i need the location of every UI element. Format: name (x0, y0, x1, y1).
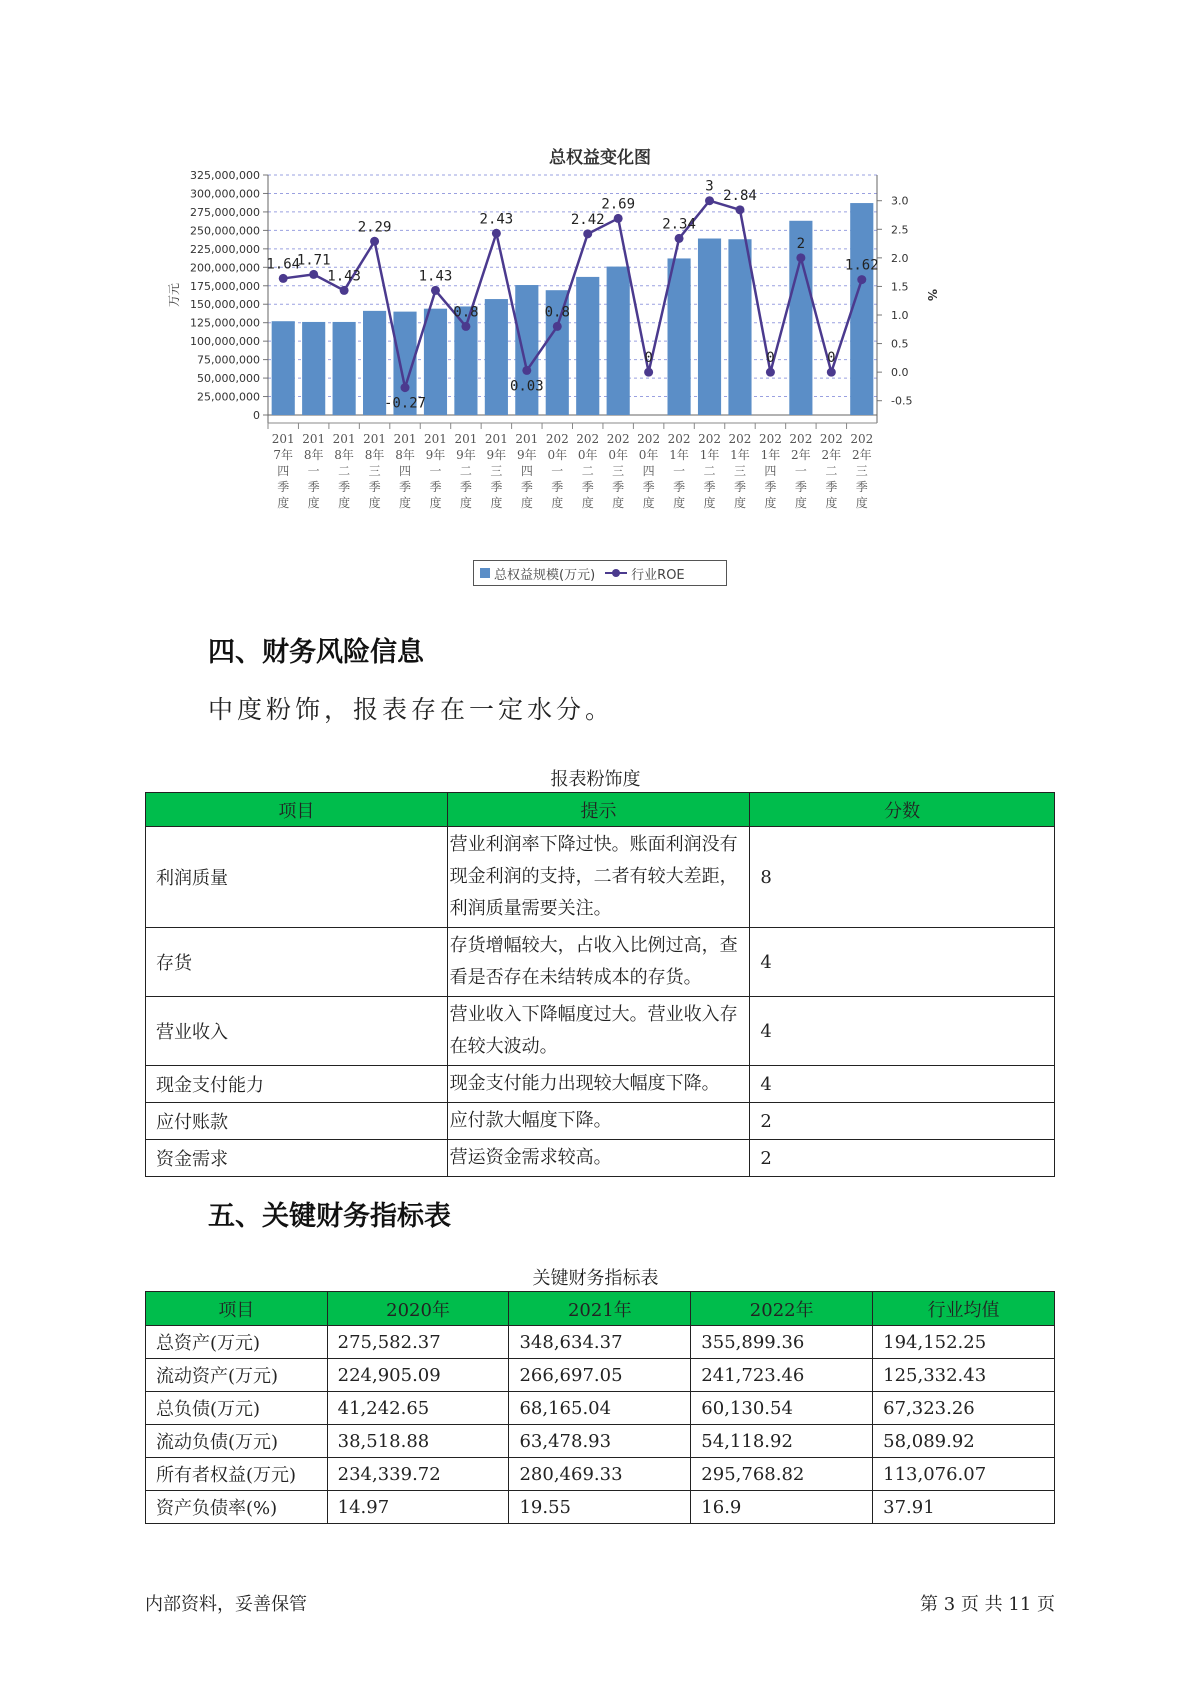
category-label: 度 (642, 496, 655, 510)
category-label: 202 (850, 432, 874, 446)
category-label: 季 (673, 480, 686, 494)
kpi-item: 总负债(万元) (146, 1392, 328, 1425)
category-label: 度 (673, 496, 686, 510)
kpi-value: 295,768.82 (691, 1458, 873, 1491)
equity-bar (485, 299, 508, 415)
roe-point (522, 366, 531, 375)
risk-score: 2 (750, 1103, 1055, 1140)
equity-bar (302, 322, 325, 415)
risk-header-score: 分数 (750, 793, 1055, 827)
left-tick-label: 75,000,000 (197, 353, 260, 367)
right-tick-label: 1.5 (891, 280, 909, 294)
roe-data-label: 1.64 (266, 256, 301, 273)
legend-bar-swatch (480, 568, 490, 578)
table-row (146, 1140, 1055, 1177)
category-label: 二 (338, 464, 351, 478)
roe-data-label: 1.43 (418, 268, 453, 285)
legend-line-swatch (605, 568, 627, 578)
risk-header-tip: 提示 (447, 793, 750, 827)
risk-table-header-row (146, 793, 1055, 827)
category-label: 202 (819, 432, 843, 446)
category-label: 8年 (334, 448, 354, 462)
equity-chart (150, 135, 1050, 595)
left-tick-label: 150,000,000 (190, 298, 260, 312)
kpi-value: 37.91 (873, 1491, 1055, 1524)
roe-data-label: 2.84 (723, 187, 757, 204)
right-tick-label: -0.5 (891, 394, 913, 408)
kpi-table-caption: 关键财务指标表 (532, 1268, 659, 1289)
table-row (146, 997, 1055, 1066)
category-label: 202 (576, 432, 600, 446)
right-tick-label: 1.0 (891, 309, 909, 322)
left-tick-label: 275,000,000 (190, 205, 260, 219)
equity-bar (850, 203, 873, 415)
left-tick-label: 250,000,000 (190, 224, 260, 238)
category-label: 7年 (273, 448, 294, 462)
risk-summary: 中度粉饰，报表存在一定水分。 (208, 695, 615, 724)
kpi-value: 19.55 (509, 1491, 691, 1524)
equity-bar (515, 285, 538, 415)
category-label: 202 (728, 432, 752, 446)
kpi-table-header-row (146, 1292, 1055, 1326)
kpi-item: 总资产(万元) (146, 1326, 328, 1359)
category-label: 度 (825, 496, 838, 510)
category-label: 201 (271, 432, 295, 446)
left-tick-label: 125,000,000 (190, 316, 260, 330)
kpi-item: 所有者权益(万元) (146, 1458, 328, 1491)
kpi-value: 234,339.72 (327, 1458, 509, 1491)
category-label: 二 (459, 464, 472, 478)
kpi-value: 355,899.36 (691, 1326, 873, 1359)
risk-item: 资金需求 (146, 1140, 448, 1177)
table-row (146, 1491, 1055, 1524)
category-label: 度 (490, 496, 503, 510)
kpi-item: 流动资产(万元) (146, 1359, 328, 1392)
category-label: 201 (332, 432, 356, 446)
category-label: 季 (338, 480, 351, 494)
legend-line-label: 行业ROE (631, 567, 685, 583)
right-tick-label: 3.0 (891, 194, 909, 208)
table-row (146, 1458, 1055, 1491)
category-label: 季 (490, 480, 503, 494)
category-label: 度 (764, 496, 777, 510)
kpi-header: 2022年 (691, 1292, 873, 1326)
risk-score: 4 (750, 1066, 1055, 1103)
footer-page-number: 第 3 页 共 11 页 (920, 1594, 1055, 1615)
right-tick-label: 2.0 (891, 251, 909, 265)
kpi-header: 2020年 (327, 1292, 509, 1326)
kpi-value: 63,478.93 (509, 1425, 691, 1458)
kpi-section-heading: 五、关键财务指标表 (208, 1201, 451, 1232)
kpi-value: 280,469.33 (509, 1458, 691, 1491)
category-label: 度 (399, 496, 412, 510)
category-label: 度 (459, 496, 472, 510)
chart-legend (473, 560, 727, 586)
category-label: 9年 (456, 448, 476, 462)
category-label: 四 (642, 464, 655, 478)
chart-plot (150, 135, 1050, 555)
right-tick-label: 0.0 (891, 366, 909, 380)
roe-point (766, 368, 775, 377)
roe-data-label: 2.42 (570, 211, 605, 228)
roe-data-label: 2.69 (601, 196, 636, 213)
table-row (146, 1359, 1055, 1392)
category-label: 202 (698, 432, 721, 446)
risk-tip: 现金支付能力出现较大幅度下降。 (447, 1066, 750, 1103)
roe-point (857, 275, 866, 284)
legend-bar-label: 总权益规模(万元) (494, 567, 596, 583)
kpi-value: 68,165.04 (509, 1392, 691, 1425)
category-label: 度 (520, 496, 533, 510)
category-label: 二 (703, 464, 716, 478)
equity-bar (272, 321, 295, 415)
roe-point (461, 322, 470, 331)
category-label: 三 (612, 464, 625, 478)
category-label: 202 (758, 432, 782, 446)
kpi-value: 38,518.88 (327, 1425, 509, 1458)
table-row (146, 1326, 1055, 1359)
kpi-value: 58,089.92 (873, 1425, 1055, 1458)
kpi-value: 194,152.25 (873, 1326, 1055, 1359)
equity-bar (576, 277, 599, 415)
kpi-value: 41,242.65 (327, 1392, 509, 1425)
category-label: 一 (429, 464, 442, 478)
category-label: 季 (307, 480, 320, 494)
kpi-value: 14.97 (327, 1491, 509, 1524)
kpi-item: 资产负债率(%) (146, 1491, 328, 1524)
roe-data-label: 2.29 (357, 219, 392, 236)
kpi-header: 项目 (146, 1292, 328, 1326)
footer-confidential: 内部资料，妥善保管 (145, 1594, 307, 1615)
risk-item: 应付账款 (146, 1103, 448, 1140)
roe-point (431, 286, 440, 295)
roe-point (309, 270, 318, 279)
risk-tip: 营业收入下降幅度过大。营业收入存在较大波动。 (447, 997, 750, 1066)
roe-data-label: 1.71 (296, 252, 331, 269)
category-label: 度 (612, 496, 625, 510)
kpi-value: 16.9 (691, 1491, 873, 1524)
equity-bar (363, 311, 386, 415)
risk-score: 8 (750, 827, 1055, 928)
category-label: 季 (429, 480, 442, 494)
risk-item: 营业收入 (146, 997, 448, 1066)
kpi-value: 67,323.26 (873, 1392, 1055, 1425)
kpi-value: 113,076.07 (873, 1458, 1055, 1491)
category-label: 度 (338, 496, 351, 510)
roe-point (735, 205, 744, 214)
risk-score: 4 (750, 928, 1055, 997)
category-label: 季 (642, 480, 655, 494)
category-label: 三 (368, 464, 381, 478)
right-axis-title: % (925, 288, 939, 302)
category-label: 季 (855, 480, 868, 494)
left-tick-label: 100,000,000 (190, 335, 260, 349)
equity-bar (668, 258, 691, 415)
category-label: 1年 (669, 448, 689, 462)
kpi-table (145, 1291, 1055, 1524)
right-tick-label: 2.5 (891, 223, 909, 237)
equity-bar (333, 322, 356, 415)
roe-data-label: 0 (766, 350, 775, 367)
roe-point (827, 368, 836, 377)
category-label: 季 (703, 480, 716, 494)
table-row (146, 928, 1055, 997)
category-label: 一 (794, 464, 807, 478)
category-label: 季 (277, 480, 290, 494)
roe-point (370, 237, 379, 246)
left-axis-title: 万元 (167, 282, 181, 308)
category-label: 1年 (730, 448, 750, 462)
risk-tip: 营运资金需求较高。 (447, 1140, 750, 1177)
roe-data-label: 2 (796, 235, 806, 252)
table-row (146, 1103, 1055, 1140)
category-label: 季 (794, 480, 807, 494)
risk-header-item: 项目 (146, 793, 448, 827)
category-label: 二 (825, 464, 838, 478)
left-tick-label: 50,000,000 (197, 372, 260, 386)
category-label: 度 (551, 496, 564, 510)
category-label: 201 (424, 432, 447, 446)
category-label: 201 (515, 432, 539, 446)
equity-bar (698, 239, 721, 415)
category-label: 度 (733, 496, 746, 510)
chart-title: 总权益变化图 (549, 148, 651, 168)
category-label: 202 (545, 432, 569, 446)
risk-item: 现金支付能力 (146, 1066, 448, 1103)
kpi-header: 行业均值 (873, 1292, 1055, 1326)
risk-tip: 应付款大幅度下降。 (447, 1103, 750, 1140)
roe-data-label: 0.8 (544, 304, 570, 321)
category-label: 一 (307, 464, 320, 478)
roe-data-label: 1.43 (327, 268, 361, 285)
left-tick-label: 25,000,000 (197, 390, 260, 404)
category-label: 0年 (638, 448, 659, 462)
risk-score: 2 (750, 1140, 1055, 1177)
roe-data-label: -0.27 (383, 395, 427, 412)
equity-bar (424, 309, 447, 415)
category-label: 度 (429, 496, 442, 510)
category-label: 9年 (486, 448, 507, 462)
category-label: 1年 (699, 448, 720, 462)
risk-item: 存货 (146, 928, 448, 997)
left-tick-label: 225,000,000 (190, 242, 260, 256)
risk-table (145, 792, 1055, 1177)
left-tick-label: 0 (253, 409, 260, 422)
left-tick-label: 300,000,000 (190, 187, 260, 201)
category-label: 2年 (851, 448, 872, 462)
category-label: 季 (581, 480, 594, 494)
category-label: 四 (520, 464, 533, 478)
category-label: 202 (789, 432, 813, 446)
roe-point (614, 214, 623, 223)
kpi-value: 266,697.05 (509, 1359, 691, 1392)
roe-point (644, 368, 653, 377)
roe-point (675, 234, 684, 243)
kpi-value: 60,130.54 (691, 1392, 873, 1425)
roe-data-label: 2.34 (662, 216, 696, 233)
roe-data-label: 0.8 (453, 304, 479, 321)
roe-point (492, 229, 501, 238)
category-label: 201 (302, 432, 326, 446)
category-label: 四 (277, 464, 290, 478)
roe-data-label: 1.62 (844, 257, 879, 274)
category-label: 度 (581, 496, 594, 510)
category-label: 度 (277, 496, 290, 510)
equity-bar (607, 267, 630, 415)
category-label: 202 (667, 432, 691, 446)
roe-point (796, 253, 805, 262)
category-label: 季 (764, 480, 777, 494)
risk-tip: 存货增幅较大，占收入比例过高，查看是否存在未结转成本的存货。 (447, 928, 750, 997)
table-row (146, 1066, 1055, 1103)
kpi-value: 275,582.37 (327, 1326, 509, 1359)
category-label: 201 (363, 432, 387, 446)
roe-data-label: 0 (827, 350, 836, 367)
category-label: 季 (733, 480, 746, 494)
risk-section-heading: 四、财务风险信息 (208, 637, 424, 668)
category-label: 8年 (395, 448, 415, 462)
category-label: 0年 (608, 448, 628, 462)
roe-point (401, 383, 410, 392)
kpi-value: 224,905.09 (327, 1359, 509, 1392)
category-label: 201 (484, 432, 508, 446)
category-label: 201 (454, 432, 478, 446)
category-label: 一 (673, 464, 686, 478)
roe-point (583, 229, 592, 238)
category-label: 四 (764, 464, 777, 478)
roe-data-label: 3 (705, 178, 714, 195)
roe-data-label: 2.43 (479, 211, 514, 228)
category-label: 9年 (517, 448, 537, 462)
table-row (146, 1392, 1055, 1425)
roe-point (705, 196, 714, 205)
category-label: 2年 (791, 448, 811, 462)
category-label: 三 (855, 464, 868, 478)
category-label: 8年 (364, 448, 385, 462)
roe-data-label: 0 (644, 350, 653, 367)
category-label: 度 (855, 496, 868, 510)
table-row (146, 1425, 1055, 1458)
category-label: 9年 (425, 448, 446, 462)
left-tick-label: 175,000,000 (190, 279, 260, 293)
category-label: 季 (399, 480, 412, 494)
category-label: 二 (581, 464, 594, 478)
category-label: 1年 (760, 448, 781, 462)
risk-score: 4 (750, 997, 1055, 1066)
category-label: 0年 (577, 448, 598, 462)
category-label: 季 (368, 480, 381, 494)
category-label: 季 (551, 480, 564, 494)
roe-point (279, 274, 288, 283)
risk-item: 利润质量 (146, 827, 448, 928)
category-label: 一 (551, 464, 564, 478)
equity-bar (728, 239, 751, 415)
category-label: 201 (393, 432, 417, 446)
category-label: 季 (612, 480, 625, 494)
right-tick-label: 0.5 (891, 337, 909, 351)
category-label: 四 (399, 464, 412, 478)
category-label: 度 (703, 496, 716, 510)
category-label: 度 (368, 496, 381, 510)
kpi-header: 2021年 (509, 1292, 691, 1326)
left-tick-label: 325,000,000 (190, 169, 260, 182)
category-label: 202 (606, 432, 630, 446)
kpi-value: 54,118.92 (691, 1425, 873, 1458)
category-label: 度 (307, 496, 320, 510)
risk-table-caption: 报表粉饰度 (550, 769, 641, 790)
kpi-value: 241,723.46 (691, 1359, 873, 1392)
roe-point (553, 322, 562, 331)
category-label: 季 (459, 480, 472, 494)
category-label: 季 (520, 480, 533, 494)
category-label: 度 (794, 496, 807, 510)
category-label: 0年 (547, 448, 568, 462)
category-label: 2年 (821, 448, 842, 462)
roe-data-label: 0.03 (509, 378, 544, 395)
category-label: 8年 (303, 448, 324, 462)
table-row (146, 827, 1055, 928)
risk-tip: 营业利润率下降过快。账面利润没有现金利润的支持，二者有较大差距，利润质量需要关注。 (447, 827, 750, 928)
category-label: 三 (490, 464, 503, 478)
kpi-item: 流动负债(万元) (146, 1425, 328, 1458)
kpi-value: 348,634.37 (509, 1326, 691, 1359)
kpi-value: 125,332.43 (873, 1359, 1055, 1392)
category-label: 三 (733, 464, 746, 478)
roe-point (340, 286, 349, 295)
category-label: 季 (825, 480, 838, 494)
left-tick-label: 200,000,000 (190, 261, 260, 275)
category-label: 202 (637, 432, 661, 446)
